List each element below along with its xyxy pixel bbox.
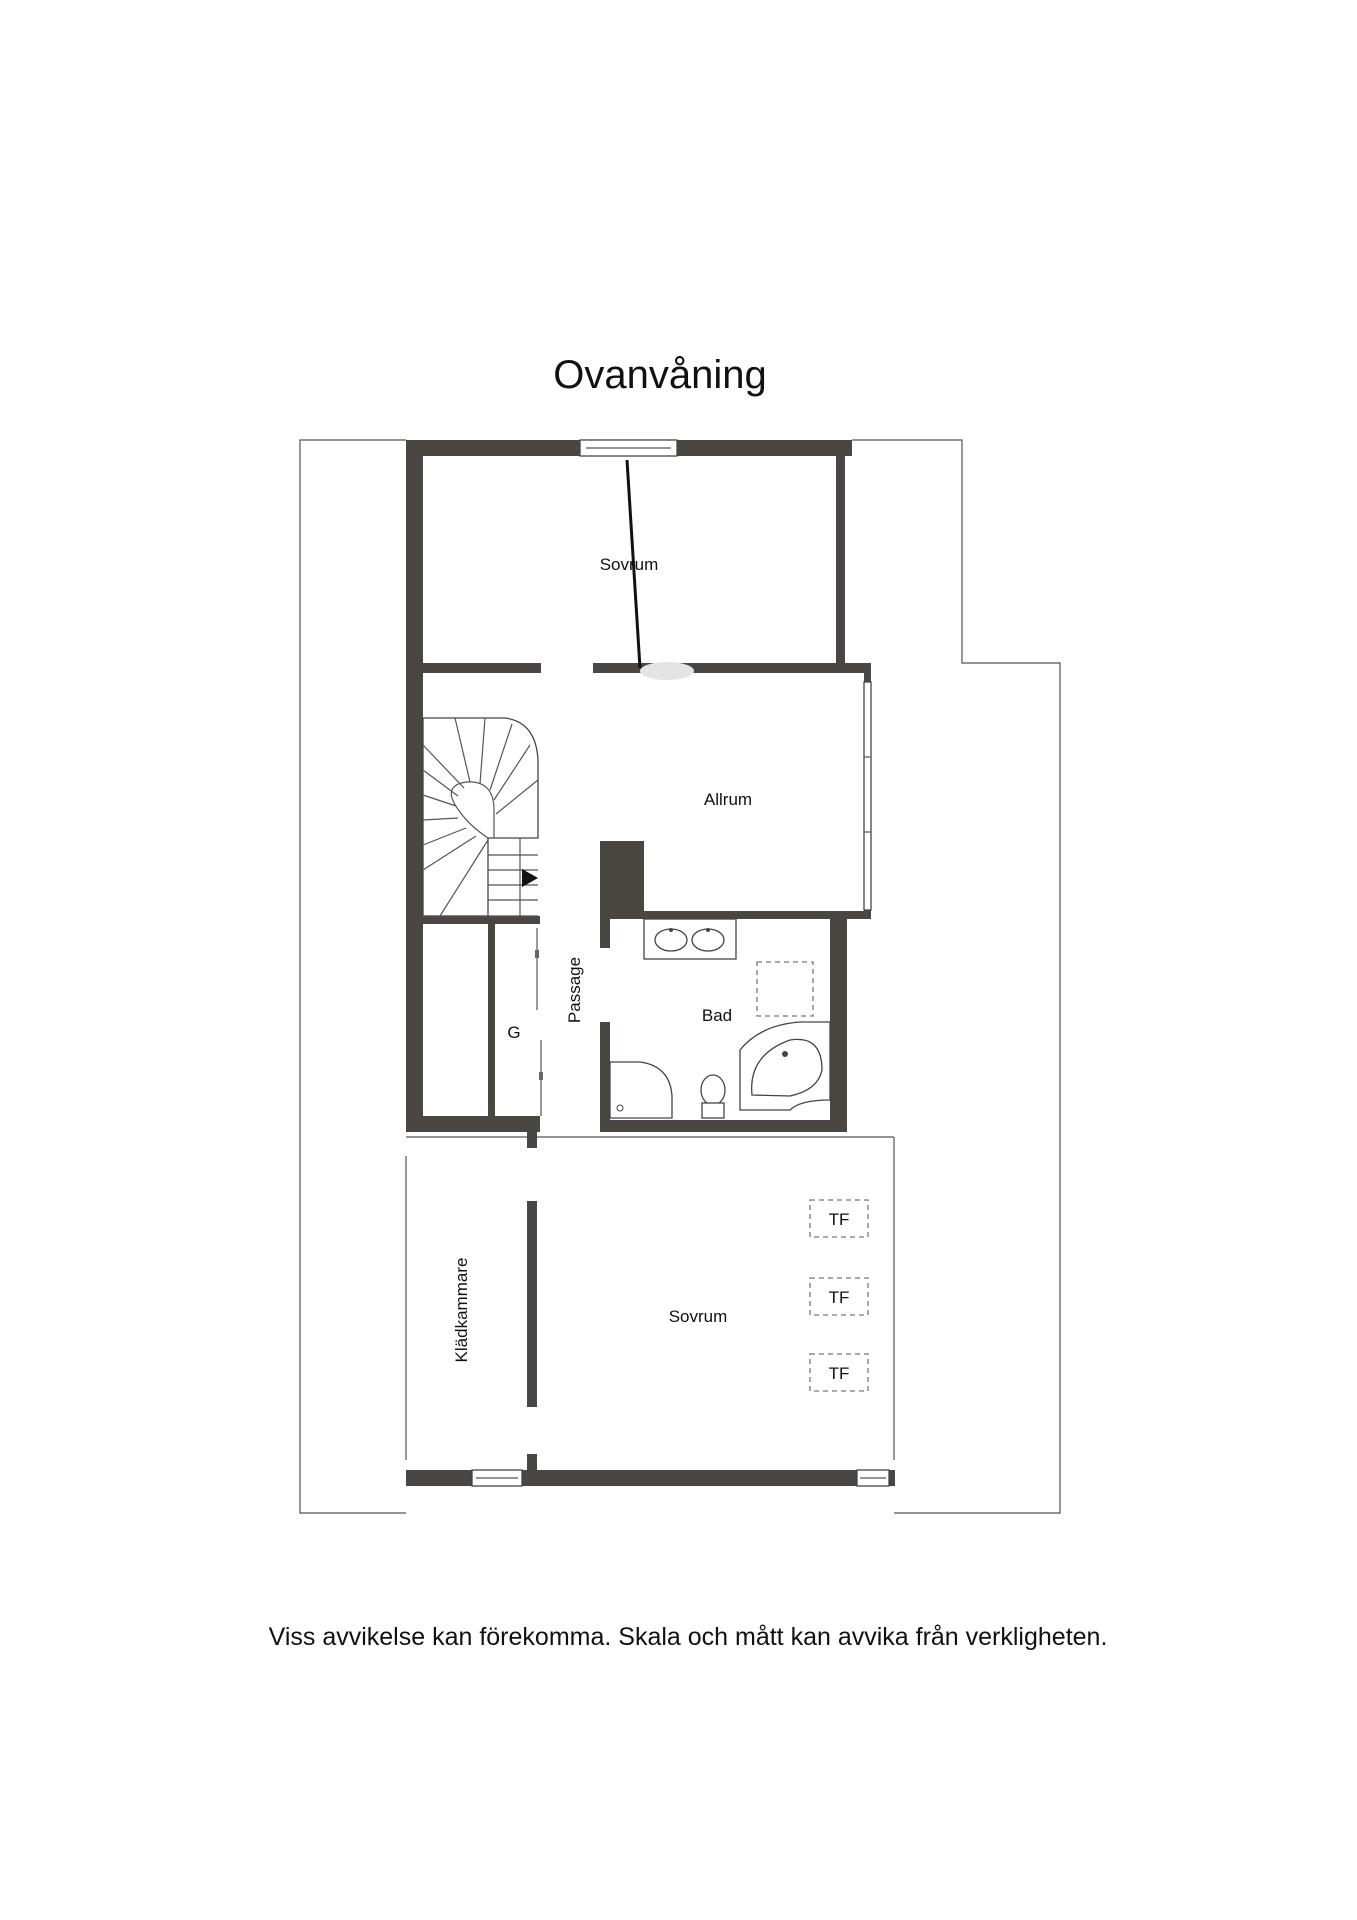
window-icon (864, 682, 871, 910)
window-icon (472, 1470, 522, 1486)
room-label-passage: Passage (565, 956, 584, 1024)
room-label-closet: G (507, 1023, 521, 1042)
shower-icon (610, 1062, 672, 1118)
toilet-icon (701, 1075, 725, 1118)
plan-title: Ovanvåning (553, 353, 767, 397)
room-label-top-bedroom: Sovrum (599, 555, 659, 574)
staircase-icon (423, 718, 538, 916)
svg-text:TF: TF (828, 1364, 850, 1383)
svg-text:TF: TF (828, 1210, 850, 1229)
ceiling-window-tf-1 (810, 1200, 868, 1237)
room-label-bathroom: Bad (701, 1006, 733, 1025)
door-stop-icon (640, 662, 694, 680)
window-icon (580, 440, 677, 456)
sliding-door-icon (535, 928, 543, 1116)
ceiling-window-tf-2 (810, 1278, 868, 1315)
room-label-bottom-bedroom: Sovrum (668, 1307, 728, 1326)
stair-direction-arrow-icon (522, 869, 538, 887)
double-sink-icon (644, 919, 736, 959)
walls (406, 440, 895, 1486)
disclaimer-text: Viss avvikelse kan förekomma. Skala och mått kan avvika från verkligheten. (268, 1623, 1108, 1651)
ceiling-window-icon (757, 962, 813, 1016)
room-label-living-room: Allrum (703, 790, 753, 809)
corner-bathtub-icon (740, 1022, 830, 1110)
svg-text:TF: TF (828, 1288, 850, 1307)
ceiling-window-tf-3 (810, 1354, 868, 1391)
room-label-walk-in-closet: Klädkammare (452, 1257, 471, 1363)
window-icon (857, 1470, 889, 1486)
